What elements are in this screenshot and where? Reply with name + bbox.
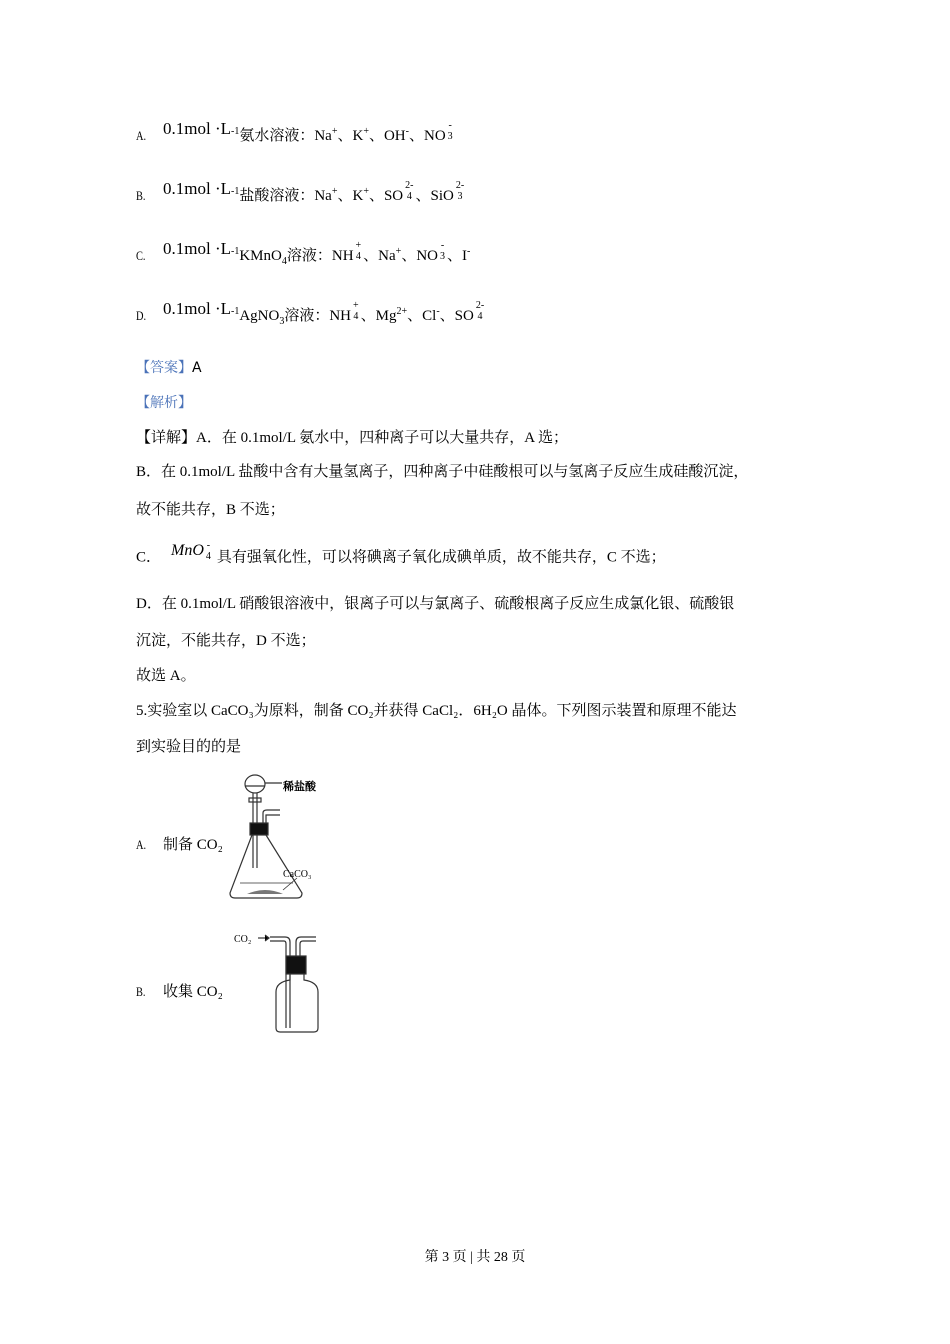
formula-segment: 、I xyxy=(446,248,467,264)
detail-text: 具有强氧化性，可以将碘离子氧化成碘单质，故不能共存，C 不选； xyxy=(216,549,666,566)
ion-charge-stack xyxy=(440,240,445,262)
option-text xyxy=(163,299,486,327)
formula-segment: -1 xyxy=(231,246,240,257)
ion-charge-stack xyxy=(456,180,464,202)
formula-segment: KMnO xyxy=(239,248,282,264)
stack-part: 4 xyxy=(477,310,483,322)
ion-charge-stack xyxy=(356,240,362,262)
page-footer: 第 3 页 | 共 28 页 xyxy=(424,1250,526,1265)
stack-part: - xyxy=(448,119,452,131)
option-text: 收集 CO₂ xyxy=(163,984,223,1000)
formula-segment: 、SiO xyxy=(415,188,454,204)
option-text xyxy=(163,119,455,144)
formula-segment: 氨水溶液：Na xyxy=(239,128,332,144)
formula-segment: + xyxy=(363,126,369,137)
option-label: B. xyxy=(136,984,146,999)
stack-part: 2- xyxy=(475,299,485,311)
detail-line-5: D．在 0.1mol/L 硝酸银溶液中，银离子可以与氯离子、硫酸根离子反应生成氯化银、硫酸银 xyxy=(136,596,735,612)
formula-segment: + xyxy=(331,126,338,137)
formula-segment: 溶液：NH xyxy=(284,308,352,324)
stack-part: - xyxy=(440,239,445,251)
stack-part: 4 xyxy=(353,310,359,322)
option-label: A. xyxy=(136,128,147,143)
formula-segment: 2+ xyxy=(396,306,408,317)
formula-segment: 0.1mol ·L xyxy=(163,119,231,138)
mno4-formula xyxy=(171,540,213,562)
ion-charge-stack xyxy=(476,300,484,322)
formula-segment: 3 xyxy=(279,316,285,327)
formula-segment: - xyxy=(405,126,409,137)
question-5-line-1: 5.实验室以 CaCO₃为原料，制备 CO₂并获得 CaCl₂．6H₂O 晶体。下列图示装置和原理不能达 xyxy=(136,703,737,719)
detail-line-2: B．在 0.1mol/L 盐酸中含有大量氢离子，四种离子中硅酸根可以与氢离子反应生成硅酸沉淀， xyxy=(136,464,749,480)
answer-value: A xyxy=(192,360,202,376)
formula-segment: AgNO xyxy=(239,308,280,324)
stack-part: 4 xyxy=(406,190,412,202)
co2-collection-bottle xyxy=(230,928,325,1036)
formula-segment: -1 xyxy=(231,126,240,137)
formula-segment: 、K xyxy=(337,128,364,144)
formula-segment: + xyxy=(395,246,402,257)
formula-segment: 、Mg xyxy=(360,308,397,324)
q5-option-a xyxy=(136,835,223,855)
detail-prefix: C． xyxy=(136,549,162,566)
formula-segment: -1 xyxy=(231,186,240,197)
formula-segment: + xyxy=(363,186,369,197)
detail-line-6: 沉淀，不能共存，D 不选； xyxy=(136,633,316,649)
formula-segment: -1 xyxy=(231,306,240,317)
stack-part: + xyxy=(355,239,362,251)
option-a xyxy=(136,119,455,148)
formula-segment: 0.1mol ·L xyxy=(163,179,231,198)
formula-segment: 、SO xyxy=(368,188,404,204)
acid-label: 稀盐酸 xyxy=(283,780,316,793)
answer-tag: 【答案】 xyxy=(136,360,192,376)
option-d xyxy=(136,299,486,332)
formula-base: MnO xyxy=(171,541,204,559)
ion-charge-stack xyxy=(353,300,359,322)
stack-part: 3 xyxy=(447,130,453,142)
option-text xyxy=(163,239,471,267)
caco3-label: CaCO₃ xyxy=(283,869,312,880)
formula-segment: 、NO xyxy=(408,128,446,144)
formula-segment: 0.1mol ·L xyxy=(163,239,231,258)
co2-generation-apparatus xyxy=(225,768,335,908)
formula-segment: 、SO xyxy=(439,308,474,324)
stack-part: 4 xyxy=(355,250,361,262)
option-b xyxy=(136,179,466,208)
stack-part: 3 xyxy=(439,250,445,262)
detail-line-4 xyxy=(136,540,666,569)
formula-segment: 0.1mol ·L xyxy=(163,299,231,318)
formula-segment: + xyxy=(331,186,338,197)
stack-part: + xyxy=(353,299,359,311)
option-label: B. xyxy=(136,188,146,203)
ion-charge-stack xyxy=(448,120,453,142)
formula-segment: - xyxy=(436,306,440,317)
analysis-tag: 【解析】 xyxy=(136,395,192,411)
option-text: 制备 CO₂ xyxy=(163,837,223,853)
option-label: C. xyxy=(136,248,146,263)
ion-charge-stack xyxy=(405,180,413,202)
question-5-line-2: 到实验目的的是 xyxy=(136,739,242,755)
formula-segment: 、Na xyxy=(363,248,396,264)
detail-line-7: 故选 A。 xyxy=(136,668,196,684)
answer-line xyxy=(136,358,202,378)
option-text xyxy=(163,179,466,204)
option-label: D. xyxy=(136,308,147,323)
co2-gas-label: CO₂ xyxy=(234,934,252,945)
stack-part: 3 xyxy=(457,190,463,202)
detail-text: A．在 0.1mol/L 氨水中，四种离子可以大量共存，A 选； xyxy=(196,430,568,446)
formula-segment: 、Cl xyxy=(407,308,437,324)
stack-part: 2- xyxy=(405,179,414,191)
formula-subscript: 4 xyxy=(205,551,211,562)
q5-option-b xyxy=(136,982,223,1002)
formula-segment: 盐酸溶液：Na xyxy=(239,188,332,204)
option-label: A. xyxy=(136,837,147,852)
formula-charge: - xyxy=(206,540,211,551)
formula-segment: 、NO xyxy=(401,248,438,264)
option-c xyxy=(136,239,471,272)
detail-line-3: 故不能共存，B 不选； xyxy=(136,502,285,518)
formula-segment: 溶液：NH xyxy=(286,248,354,264)
detail-tag: 【详解】 xyxy=(136,430,197,446)
formula-segment: - xyxy=(466,246,471,257)
formula-segment: 4 xyxy=(281,256,287,267)
detail-line-1 xyxy=(136,428,568,448)
formula-segment: 、OH xyxy=(368,128,406,144)
formula-segment: 、K xyxy=(337,188,364,204)
stack-part: 2- xyxy=(455,179,465,191)
